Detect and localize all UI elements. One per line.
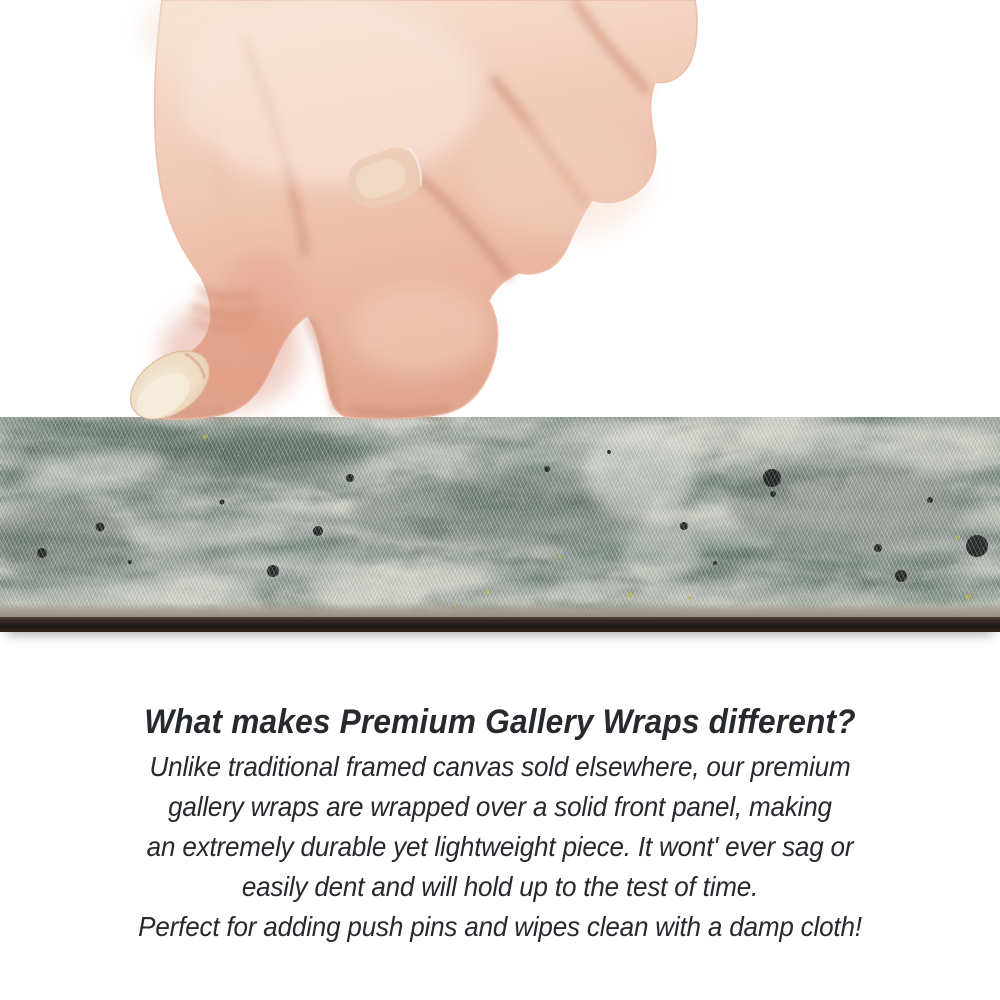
heading: What makes Premium Gallery Wraps different?: [144, 703, 856, 741]
canvas-weave-overlay: [0, 417, 1000, 632]
canvas-texture-strip: [0, 417, 1000, 632]
body-line: easily dent and will hold up to the test of time.: [241, 871, 759, 902]
description-block: [35, 700, 965, 947]
body-line: an extremely durable yet lightweight piece. It wont' ever sag or: [146, 831, 854, 862]
hand-pressing-thumb-photo: [0, 0, 1000, 420]
panel-dark-edge: [0, 617, 1000, 632]
body-line: Perfect for adding push pins and wipes clean with a damp cloth!: [138, 911, 862, 942]
body-line: Unlike traditional framed canvas sold elsewhere, our premium: [149, 751, 851, 782]
body-line: gallery wraps are wrapped over a solid front panel, making: [168, 791, 832, 822]
